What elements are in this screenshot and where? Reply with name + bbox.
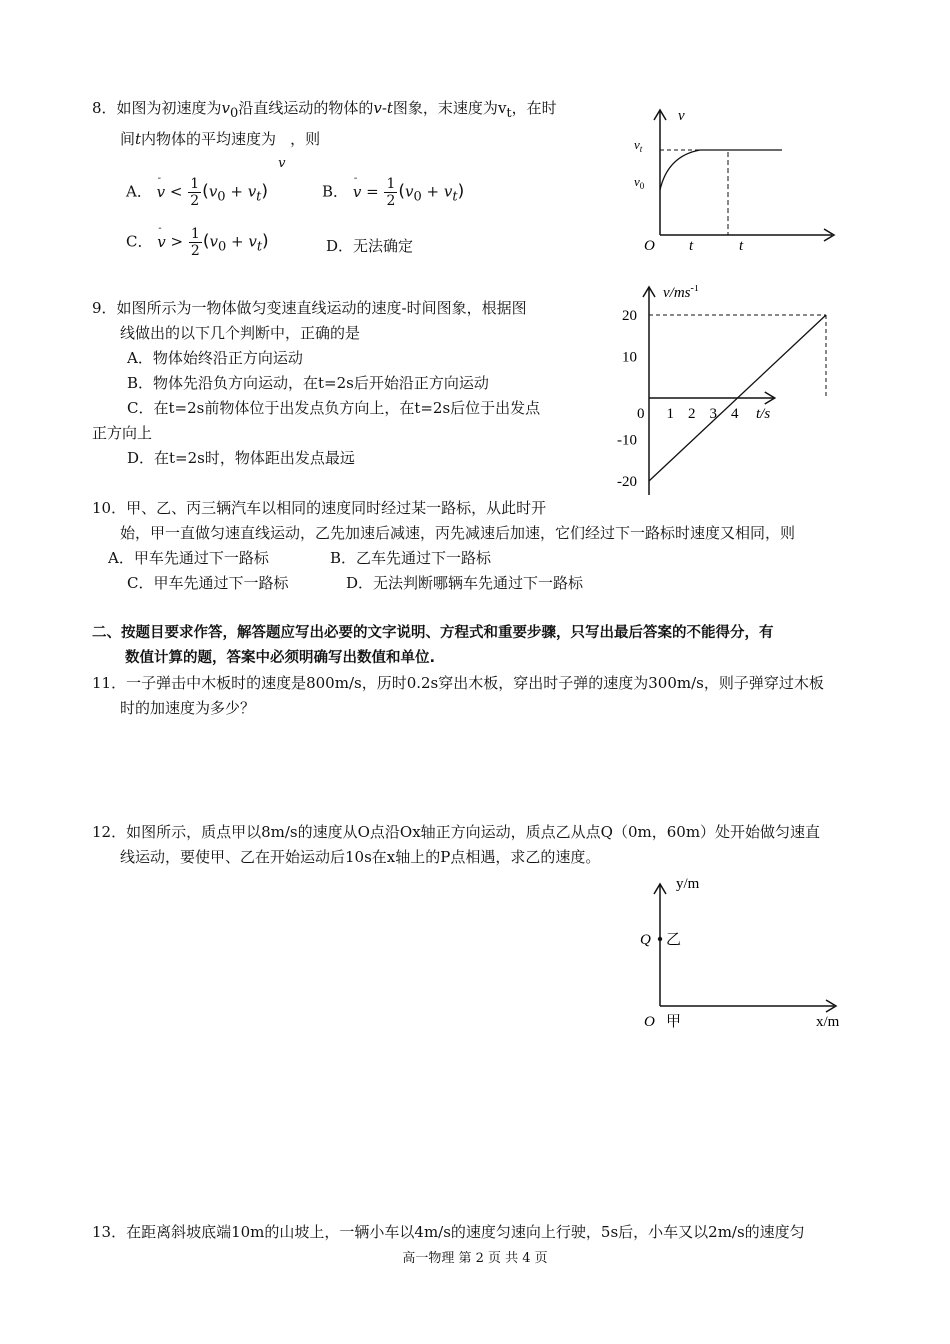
q8-v0-sub: 0 — [230, 106, 239, 121]
section2-heading-line2: 数值计算的题，答案中必须明确写出数值和单位. — [125, 650, 436, 666]
q8-graph-v0-label: $v_0$ — [634, 174, 645, 191]
q9-chart-x-tick-3: 3 — [709, 406, 717, 422]
q8-vbar: v — [278, 156, 286, 171]
q8-text-f: 内物体的平均速度为 — [141, 130, 277, 148]
q8-option-d-label: D． — [326, 237, 354, 255]
q8-option-b-frac: $\frac{1}{2}$ — [386, 176, 396, 209]
q8-option-c-frac: $\frac{1}{2}$ — [190, 226, 200, 259]
q9-line1: 9．如图所示为一物体做匀变速直线运动的速度-时间图象，根据图 — [92, 299, 527, 317]
q8-option-c-label: C． — [126, 232, 153, 251]
q9-chart-y-tick-20: 20 — [622, 308, 637, 324]
q9-vt-chart — [610, 285, 850, 495]
q11-line1: 11．一子弹击中木板时的速度是800m/s，历时0.2s穿出木板，穿出时子弹的速度为300m/s，则子弹穿过木板 — [92, 674, 824, 692]
q8-text-d: ，在时 — [511, 99, 557, 117]
q12-graph-yi-label: 乙 — [666, 932, 682, 948]
q8-v0: v — [221, 99, 231, 117]
q11-line2: 时的加速度为多少？ — [120, 699, 256, 717]
q8-text-b: 沿直线运动的物体的 — [238, 99, 374, 117]
q9-chart-y-tick--20: -20 — [617, 474, 637, 490]
q9-chart-x-tick-0: 0 — [637, 406, 645, 422]
q8-text-g: ，则 — [290, 130, 321, 148]
q10-option-c: C．甲车先通过下一路标 — [127, 574, 289, 592]
q9-option-a: A．物体始终沿正方向运动 — [127, 349, 303, 367]
q9-chart-y-tick-10: 10 — [622, 349, 637, 366]
q9-chart-x-tick-2: 2 — [688, 406, 696, 422]
q12-graph-q-label: Q — [640, 932, 651, 948]
q12-line2: 线运动，要使甲、乙在开始运动后10s在x轴上的P点相遇，求乙的速度。 — [120, 848, 601, 866]
q9-chart-x-label: t/s — [756, 406, 771, 422]
q8-text-c: 图象，末速度为 — [392, 99, 498, 117]
q8-option-b-vbar: - v — [352, 172, 362, 201]
q8-vt-dash: - — [381, 99, 387, 117]
q8-line1 — [92, 98, 557, 124]
q9-option-c-cont: 正方向上 — [92, 424, 153, 442]
q9-line2: 线做出的以下几个判断中，正确的是 — [120, 324, 361, 342]
q8-option-b-label: B． — [322, 182, 349, 201]
q12-graph-x-label: x/m — [816, 1014, 840, 1030]
q8-vt-var: v — [497, 99, 507, 117]
q8-option-b-rel: = — [366, 182, 379, 201]
q9-chart-x-tick-4: 4 — [731, 406, 739, 422]
q9-option-b: B．物体先沿负方向运动，在t=2s后开始沿正方向运动 — [127, 374, 489, 392]
q8-vt-graph — [620, 100, 850, 260]
q8-option-a-vbar: - v — [156, 172, 166, 201]
q8-graph-t2: t — [739, 238, 744, 254]
q10-option-b: B．乙车先通过下一路标 — [330, 549, 492, 567]
q8-option-c: C． - v > $\frac{1}{2}$ $(v_0 + v_t)$ — [126, 222, 269, 259]
q9-chart-y-tick--10: -10 — [617, 432, 637, 449]
page-footer: 高一物理 第 2 页 共 4 页 — [402, 1251, 548, 1266]
section2-heading-line1: 二、按题目要求作答，解答题应写出必要的文字说明、方程式和重要步骤，只写出最后答案的不能得分，有 — [92, 625, 774, 641]
q8-line2 — [120, 129, 321, 171]
q8-text-e: 间 — [120, 130, 136, 148]
q10-line2: 始，甲一直做匀速直线运动，乙先加速后减速，丙先减速后加速，它们经过下一路标时速度又相同，则 — [120, 524, 796, 542]
q12-graph-origin: O — [644, 1014, 655, 1030]
q10-option-a: A．甲车先通过下一路标 — [108, 549, 269, 567]
q8-graph-t1: t — [689, 238, 694, 254]
q12-line1: 12．如图所示，质点甲以8m/s的速度从O点沿Ox轴正方向运动，质点乙从点Q（0m，60m）处开始做匀速直 — [92, 823, 821, 841]
q8-option-a-rel: < — [169, 182, 183, 201]
q8-vt-v: v — [373, 99, 382, 117]
q8-option-a-label: A． — [126, 182, 152, 201]
q8-graph-v-label: v — [678, 108, 685, 124]
q12-xy-graph — [630, 868, 860, 1038]
q8-graph-origin: O — [644, 238, 655, 254]
q8-vt-sub: t — [506, 106, 512, 121]
q10-line1: 10．甲、乙、丙三辆汽车以相同的速度同时经过某一路标，从此时开 — [92, 499, 547, 517]
q9-option-c: C．在t=2s前物体位于出发点负方向上，在t=2s后位于出发点 — [127, 399, 541, 417]
q8-option-b: B． - v = $\frac{1}{2}$ $(v_0 + v_t)$ — [322, 172, 465, 209]
q8-text-a: 8．如图为初速度为 — [92, 99, 222, 117]
q12-graph-y-label: y/m — [676, 876, 700, 892]
q8-graph-vt-label: $v_t$ — [634, 137, 643, 154]
q10-option-d: D．无法判断哪辆车先通过下一路标 — [346, 574, 584, 592]
q8-option-d-text: 无法确定 — [353, 237, 414, 255]
q8-option-d — [326, 236, 413, 256]
q9-chart-y-label: $v/ms^{-1}$ — [663, 285, 699, 301]
q13-line1: 13．在距离斜坡底端10m的山坡上，一辆小车以4m/s的速度匀速向上行驶，5s后，小车又以2m/s的速度匀 — [92, 1223, 805, 1241]
q12-graph-point-q — [658, 937, 662, 941]
q12-graph-jia-label: 甲 — [666, 1014, 682, 1030]
q8-option-a-frac: $\frac{1}{2}$ — [190, 176, 200, 209]
q8-option-a: A． - v < $\frac{1}{2}$ $(v_0 + v_t)$ — [126, 172, 269, 209]
q9-chart-x-tick-1: 1 — [666, 406, 674, 422]
q8-t-var: t — [135, 130, 142, 148]
q8-graph-curve — [660, 150, 732, 190]
q8-option-c-vbar: - v — [157, 222, 166, 251]
q8-option-c-rel: > — [170, 232, 184, 251]
q9-option-d: D．在t=2s时，物体距出发点最远 — [127, 449, 355, 467]
q8-vt-t: t — [386, 99, 393, 117]
